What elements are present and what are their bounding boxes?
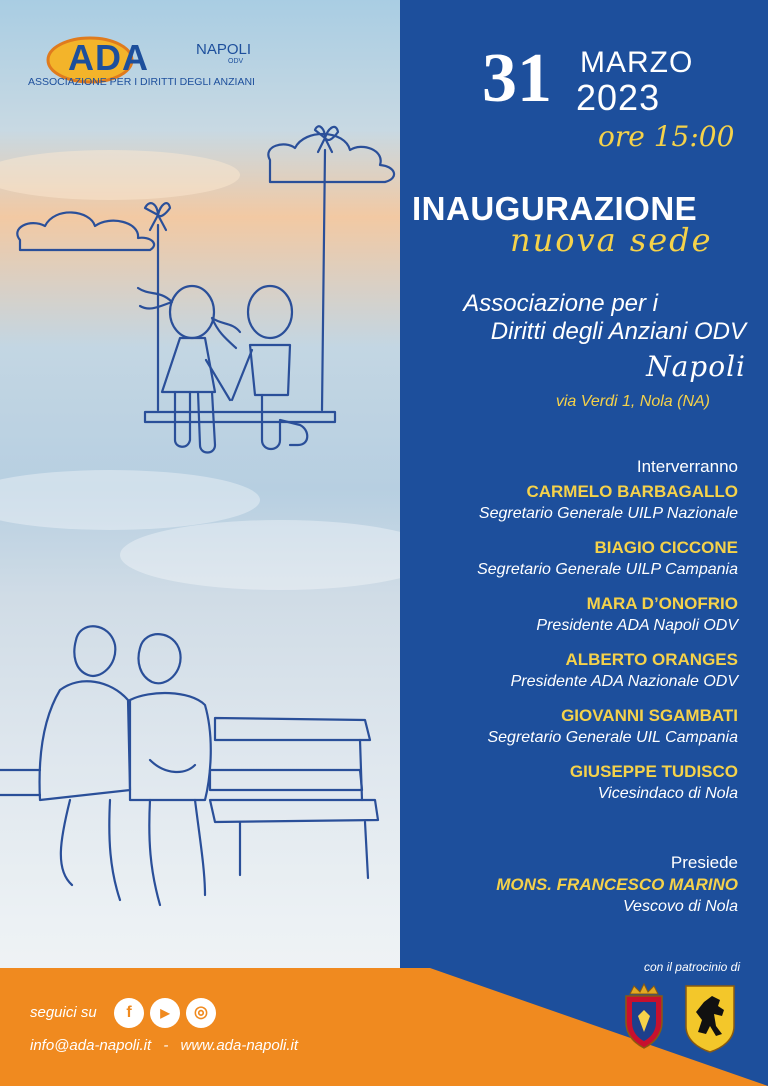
speaker-name: MARA D’ONOFRIO <box>586 594 738 613</box>
org-line-1: Associazione per i <box>463 290 658 317</box>
youtube-icon[interactable]: ▶ <box>150 998 180 1028</box>
speaker-name: BIAGIO CICCONE <box>594 538 738 557</box>
speaker-item <box>398 761 738 804</box>
line-drawing <box>0 0 400 968</box>
speaker-item <box>398 649 738 692</box>
speakers-list <box>398 456 738 817</box>
presiding-label: Presiede <box>670 853 738 872</box>
speaker-item <box>398 705 738 748</box>
presiding-section <box>398 852 738 918</box>
event-address: via Verdi 1, Nola (NA) <box>555 393 710 410</box>
org-city: Napoli <box>646 350 746 383</box>
logo-tagline: ASSOCIAZIONE PER I DIRITTI DEGLI ANZIANI <box>28 76 255 88</box>
speaker-role: Segretario Generale UIL Campania <box>487 729 738 746</box>
instagram-icon[interactable]: ◎ <box>186 998 216 1028</box>
org-line-2: Diritti degli Anziani ODV <box>490 318 746 345</box>
horse-crest-icon <box>682 982 738 1054</box>
speaker-name: ALBERTO ORANGES <box>565 650 738 669</box>
organization-name <box>463 290 746 346</box>
contacts-separator: - <box>163 1037 169 1054</box>
speaker-role: Presidente ADA Nazionale ODV <box>510 673 738 690</box>
date-year: 2023 <box>576 77 661 118</box>
ada-logo <box>28 36 268 100</box>
event-subtitle: nuova sede <box>510 221 713 259</box>
event-title: INAUGURAZIONE <box>412 190 698 227</box>
logo-city: NAPOLI <box>196 41 252 58</box>
speaker-name: CARMELO BARBAGALLO <box>526 482 738 501</box>
facebook-icon[interactable]: f <box>114 998 144 1028</box>
date-day: 31 <box>482 40 552 117</box>
presiding-role: Vescovo di Nola <box>622 898 738 915</box>
website-link[interactable]: www.ada-napoli.it <box>180 1037 299 1054</box>
event-time: ore 15:00 <box>598 120 735 153</box>
speaker-item <box>398 481 738 524</box>
email-link[interactable]: info@ada-napoli.it <box>30 1037 152 1054</box>
patronage-label: con il patrocinio di <box>643 960 740 974</box>
speaker-item <box>398 537 738 580</box>
speaker-item <box>398 593 738 636</box>
contacts-line <box>30 1036 298 1056</box>
logo-brand: ADA <box>68 37 149 78</box>
speaker-role: Presidente ADA Napoli ODV <box>536 617 738 634</box>
logo-suffix: ODV <box>228 58 244 65</box>
speakers-intro: Interverranno <box>636 457 738 476</box>
follow-label: seguici su <box>30 1004 97 1021</box>
speaker-name: GIOVANNI SGAMBATI <box>561 706 738 725</box>
presiding-name: MONS. FRANCESCO MARINO <box>496 875 738 894</box>
speaker-role: Segretario Generale UILP Nazionale <box>478 505 738 522</box>
speaker-role: Segretario Generale UILP Campania <box>477 561 738 578</box>
speaker-name: GIUSEPPE TUDISCO <box>569 762 738 781</box>
date-month: MARZO <box>580 46 694 79</box>
speaker-role: Vicesindaco di Nola <box>597 785 738 802</box>
event-date <box>482 40 702 118</box>
nola-crest-icon <box>620 982 668 1050</box>
